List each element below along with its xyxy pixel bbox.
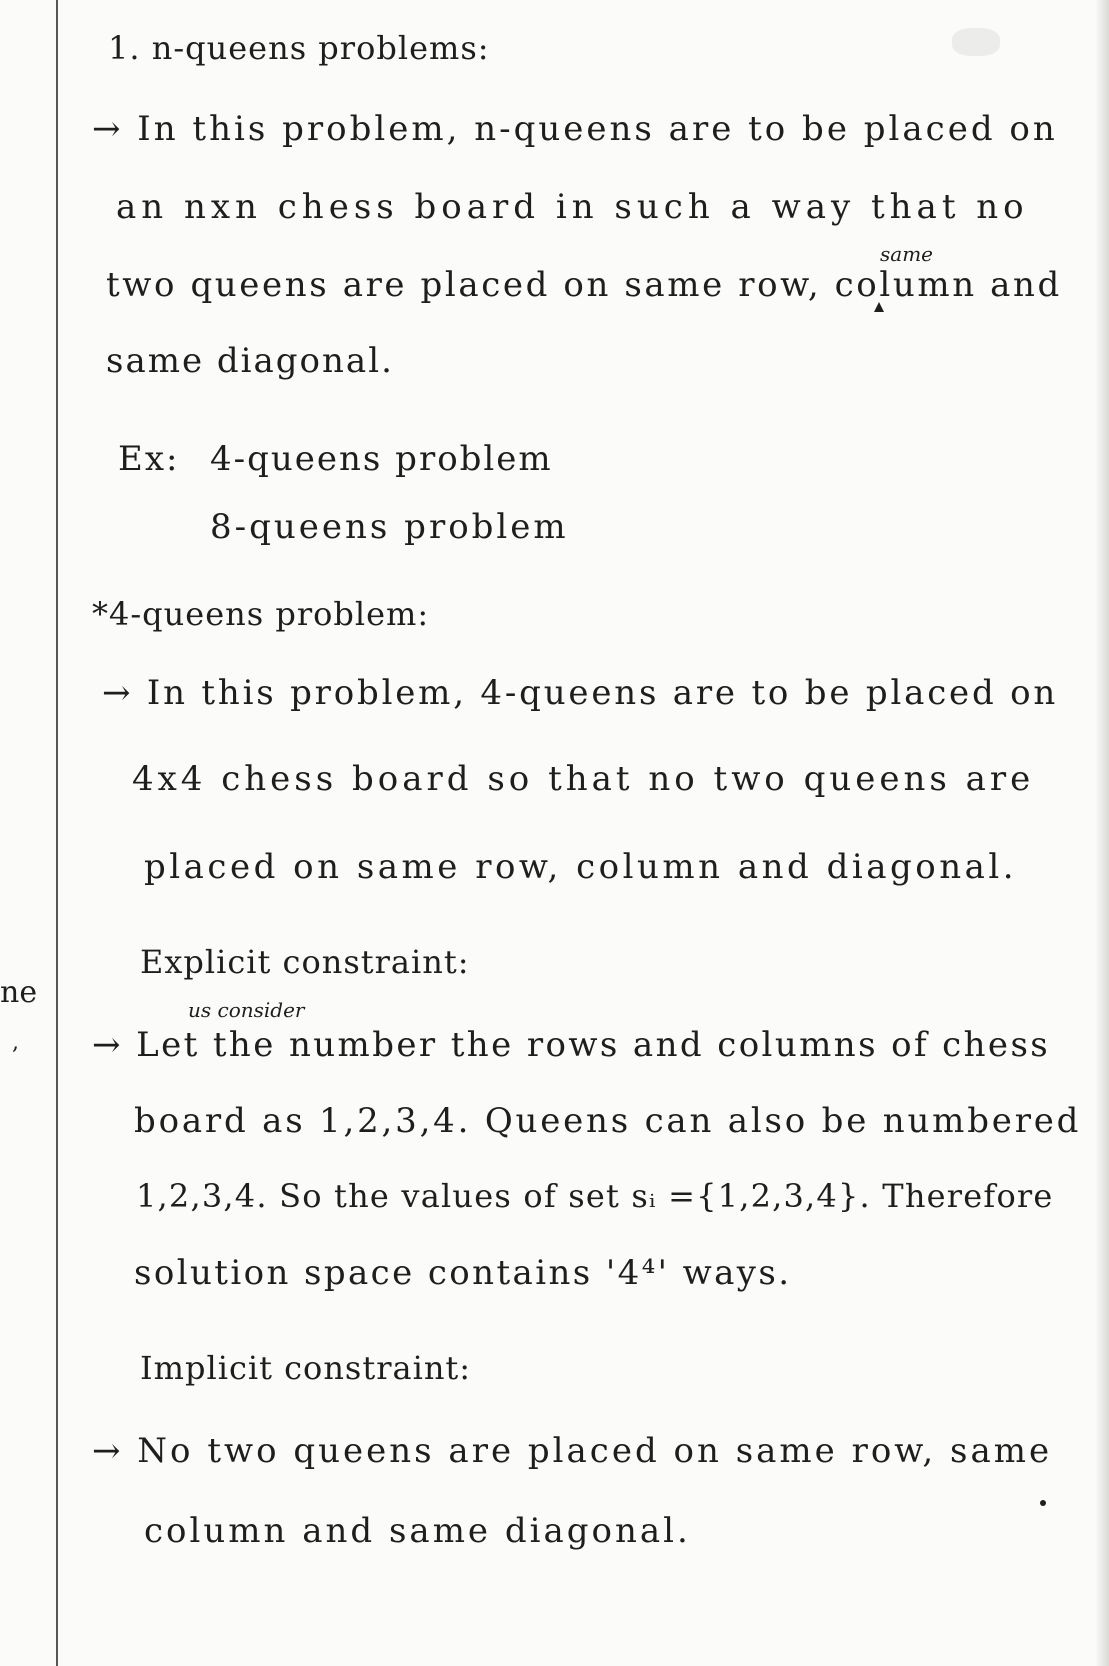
text-line: column and same diagonal. [144,1511,691,1551]
text-line: placed on same row, column and diagonal. [144,847,1018,887]
text-line: board as 1,2,3,4. Queens can also be numbered [134,1101,1082,1141]
margin-line [56,0,58,1666]
text-line: → Let the number the rows and columns of chess [92,1025,1051,1065]
insertion-note: same [880,242,933,266]
section-title: Explicit constraint: [140,943,470,981]
text-line: 4x4 chess board so that no two queens are [132,759,1035,799]
text-line: solution space contains '4⁴' ways. [134,1253,792,1293]
margin-fragment: ne [0,975,38,1010]
page-edge-shadow [1095,0,1109,1666]
text-line: same diagonal. [106,341,394,381]
section-title: Implicit constraint: [140,1349,472,1387]
text-line: → No two queens are placed on same row, same [92,1431,1053,1471]
text-line: 1,2,3,4. So the values of set sᵢ ={1,2,3,4}. Therefore [136,1177,1054,1215]
text-line: two queens are placed on same row, column and [106,265,1062,305]
text-line: → In this problem, n-queens are to be placed on [92,109,1058,149]
section-title: *4-queens problem: [92,595,430,633]
examples-label: Ex: [118,439,180,479]
text-line: → In this problem, 4-queens are to be placed on [102,673,1059,713]
ink-dot [1040,1500,1046,1506]
margin-fragment: , [12,1030,19,1055]
example-item: 4-queens problem [210,439,553,479]
insertion-note: us consider [188,998,305,1022]
example-item: 8-queens problem [210,507,569,547]
section-title: 1. n-queens problems: [108,29,490,67]
text-line: an nxn chess board in such a way that no [116,187,1029,227]
insertion-caret [874,302,884,312]
paper-mark [952,28,1000,56]
